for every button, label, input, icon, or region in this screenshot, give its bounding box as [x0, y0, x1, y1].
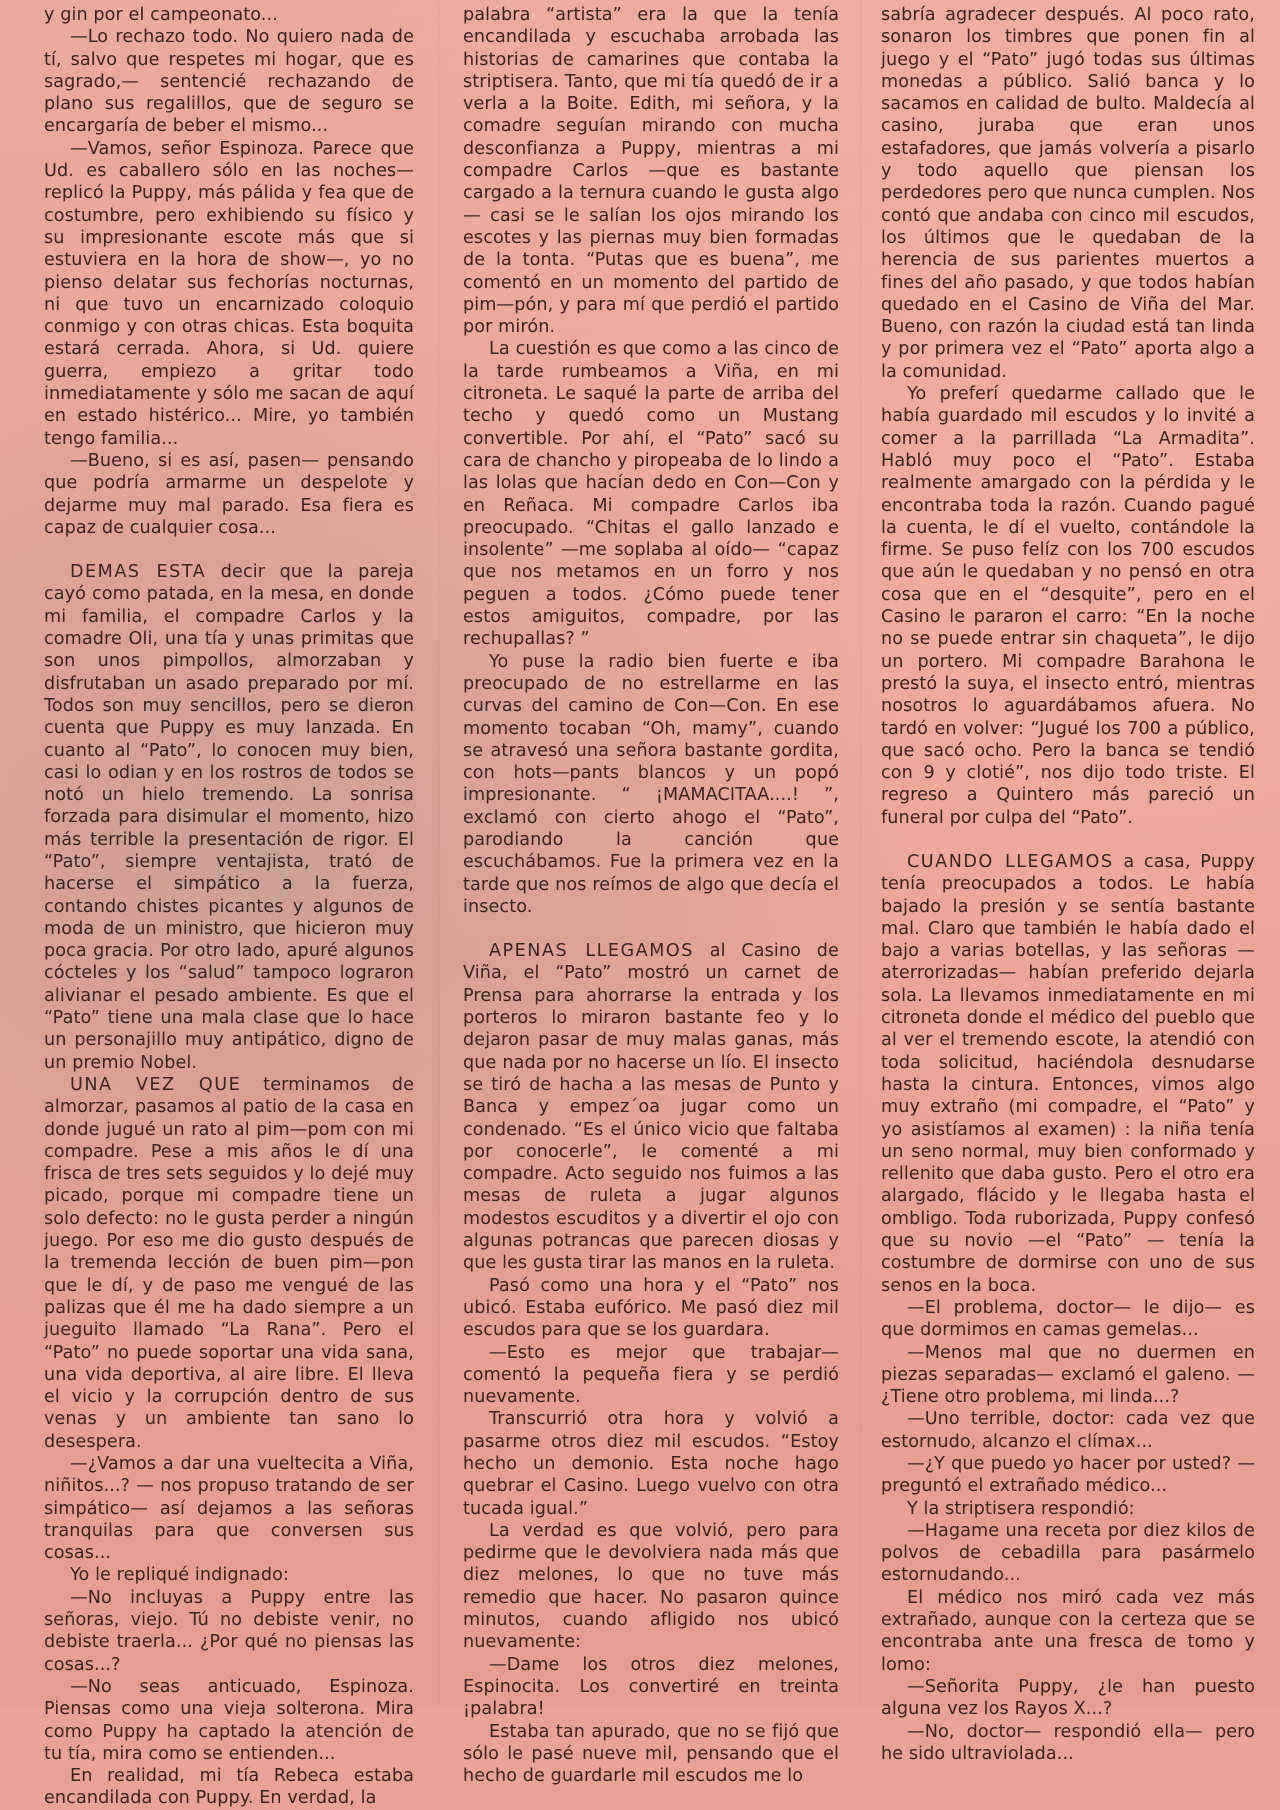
paragraph-text: al Casino de Viña, el “Pato” mostró un carnet de Prensa para ahorrarse la entrada y los porteros lo miraron bastante feo y lo dejaron pasar de muy malas ganas, más que nada por no hacerse un lío. El insecto se tiró de hacha a las mesas de Punto y Banca y empez´oa jugar como un condenado. “Es el único vicio que faltaba por conocerle”, le comenté a mi compadre. Acto seguido nos fuimos a las mesas de ruleta a jugar algunos modestos escuditos y a divertir el ojo con algunas potrancas que parecen diosas y que les gusta tirar las manos en la ruleta. — [463, 941, 839, 1274]
paragraph: Yo preferí quedarme callado que le había guardado mil escudos y lo invité a comer a la parrillada “La Armadita”. Habló muy poco el “Pato”. Estaba realmente amargado con la pérdida y le encontraba toda la razón. Cuando pagué la cuenta, le dí el vuelto, contándole la firme. Se puso felíz con los 700 escudos que aún le quedaban y no pensó en otra cosa que en el “desquite”, pero en el Casino le pararon el carro: “En la noche no se puede entrar sin chaqueta”, le dijo un portero. Mi compadre Barahona le prestó la suya, el insecto entró, mientras nosotros lo aguardábamos afuera. No tardó en volver: “Jugué los 700 a público, que sacó ocho. Pero la banca se tendió con 9 y clotié”, nos dijo todo triste. El regreso a Quintero más pareció un funeral por culpa del “Pato”. — [881, 384, 1255, 828]
column-gutter — [438, 0, 439, 1707]
paragraph: —Esto es mejor que trabajar— comentó la pequeña fiera y se perdió nuevamente. — [463, 1342, 839, 1408]
paragraph: —Dame los otros diez melones, Espinocita. Los convertiré en treinta ¡palabra! — [463, 1654, 839, 1720]
paragraph: Yo le repliqué indignado: — [70, 1565, 289, 1586]
paragraph — [44, 561, 414, 1074]
section-lead-in: DEMAS ESTA — [70, 562, 207, 583]
paragraph: Y la striptisera respondió: — [907, 1498, 1135, 1519]
paragraph — [463, 940, 839, 1274]
paragraph: La cuestión es que como a las cinco de la tarde rumbeamos a Viña, en mi citroneta. Le saqué la parte de arriba del techo y quedó como un Mustang convertible. Por ahí, el “Pato” sacó su cara de chancho y piropeaba de lo lindo a las lolas que hacían dedo en Con—Con y en Reñaca. Mi compadre Carlos iba preocupado. “Chitas el gallo lanzado e insolente” —me soplaba al oído— “capaz que nos metamos en un forro y nos peguen a todos. ¿Cómo puede tener estos amiguitos, compadre, por las rechupallas? ” — [463, 339, 839, 650]
paragraph: El médico nos miró cada vez más extrañado, aunque con la certeza que se encontraba ante una fresca de tomo y lomo: — [881, 1587, 1255, 1675]
paragraph: sabría agradecer después. Al poco rato, sonaron los timbres que ponen fin al juego y el “Pato” jugó todas sus últimas monedas a público. Salió banca y lo sacamos en calidad de bulto. Maldecía al casino, juraba que eran unos estafadores, que jamás volvería a pisarlo y todo aquello que piensan los perdedores pero que nunca cumplen. Nos contó que andaba con cinco mil escudos, los últimos que le quedaban de la herencia de sus parientes muertos a fines del año pasado, y que todos habían quedado en el Casino de Viña del Mar. Bueno, con razón la ciudad está tan linda y por primera vez el “Pato” aporta algo a la comunidad. — [881, 5, 1255, 382]
paragraph: —No incluyas a Puppy entre las señoras, viejo. Tú no debiste venir, no debiste traerla... ¿Por qué no piensas las cosas...? — [44, 1587, 414, 1675]
paragraph: Pasó como una hora y el “Pato” nos ubicó. Estaba eufórico. Me pasó diez mil escudos para que se los guardara. — [463, 1275, 839, 1341]
paragraph: y gin por el campeonato... — [44, 5, 278, 25]
paragraph: —Bueno, si es así, pasen— pensando que podría armarme un despelote y dejarme muy mal parado. Esa fiera es capaz de cualquier cosa... — [44, 450, 414, 538]
paragraph: —Hagame una receta por diez kilos de polvos de cebadilla para pasármelo estornudando... — [881, 1520, 1255, 1586]
paragraph-text: terminamos de almorzar, pasamos al patio de la casa en donde jugué un rato al pim—pom con mi compadre. Pese a mis años le dí una frisca de tres sets seguidos y lo dejé muy picado, porque mi compadre tiene un solo defecto: no le gusta perder a ningún juego. Por eso me dio gusto después de la tremenda lección de buen pim—pon que le dí, y de paso me vengué de las palizas que él me ha dado siempre a un jueguito llamado “La Rana”. Pero el “Pato” no puede soportar una vida sana, una vida deportiva, al aire libre. El lleva el vicio y la corrupción dentro de sus venas y un ambiente tan sano lo desespera. — [44, 1074, 414, 1452]
section-lead-in: CUANDO LLEGAMOS — [907, 851, 1114, 872]
text-column-3 — [881, 0, 1256, 1764]
paragraph: —¿Y que puedo yo hacer por usted? —preguntó el extrañado médico... — [881, 1454, 1255, 1497]
text-column-2 — [463, 0, 839, 1787]
paragraph: —Vamos, señor Espinoza. Parece que Ud. es caballero sólo en las noches— replicó la Puppy, más pálida y fea que de costumbre, pero exhibiendo su físico y su impresionante escote más que si estuviera en la hora de show—, yo no pienso delatar sus fechorías nocturnas, ni que tuvo un encarnizado coloquio conmigo y con otras chicas. Esta boquita estará cerrada. Ahora, si Ud. quiere guerra, empiezo a gritar todo inmediatamente y sólo me sacan de aquí en estado histérico... Mire, yo también tengo familia... — [44, 138, 414, 449]
text-column-1 — [44, 0, 414, 1809]
section-lead-in: APENAS LLEGAMOS — [489, 941, 694, 962]
paragraph: Transcurrió otra hora y volvió a pasarme otros diez mil escudos. “Estoy hecho un demonio. Esta noche hago quebrar el Casino. Luego vuelvo con otra tucada igual.” — [463, 1409, 839, 1519]
paragraph — [881, 851, 1255, 1297]
paragraph-text: decir que la pareja cayó como patada, en la mesa, en donde mi familia, el compadre Carlos y la comadre Oli, una tía y unas primitas que son unos pimpollos, almorzaban y disfrutaban un asado preparado por mí. Todos son muy sencillos, pero se dieron cuenta que Puppy es muy lanzada. En cuanto al “Pato”, lo conocen muy bien, casi lo odian y en los rostros de todos se notó un hielo tremendo. La sonrisa forzada para disimular el momento, hizo más terrible la presentación de rigor. El “Pato”, siempre ventajista, trató de hacerse el simpático a la fuerza, contando chistes picantes y algunos de moda de un ministro, que hicieron muy poca gracia. Por otro lado, apuré algunos cócteles y los “salud” tampoco lograron alivianar el pesado ambiente. Es que el “Pato” tiene una mala clase que lo hace un personajillo muy antipático, digno de un premio Nobel. — [44, 562, 414, 1073]
paragraph — [44, 1074, 414, 1453]
paragraph: —No seas anticuado, Espinoza. Piensas como una vieja solterona. Mira como Puppy ha captado la atención de tu tía, mira como se entienden... — [44, 1676, 414, 1764]
paragraph: —Uno terrible, doctor: cada vez que estornudo, alcanzo el clímax... — [881, 1409, 1255, 1452]
paragraph: La verdad es que volvió, pero para pedirme que le devolviera nada más que diez melones, lo que no tuve más remedio que hacer. No pasaron quince minutos, cuando afligido nos ubicó nuevamente: — [463, 1520, 839, 1653]
paragraph-text: a casa, Puppy tenía preocupados a todos. Le había bajado la presión y se sentía bastante mal. Claro que también le había dado el bajo a varias botellas, y las señoras —aterrorizadas— habían preferido dejarla sola. La llevamos inmediatamente en mi citroneta donde el médico del pueblo que al ver el tremendo escote, la atendió con toda solicitud, haciéndola desnudarse hasta la cintura. Entonces, vimos algo muy extraño (mi compadre, el “Pato” y yo asistíamos al examen) : la niña tenía un seno normal, muy bien conformado y rellenito que daba gusto. Pero el otro era alargado, flácido y le llegaba hasta el ombligo. Toda ruborizada, Puppy confesó que su novio —el “Pato” — tenía la costumbre de dormirse con uno de sus senos en la boca. — [881, 851, 1256, 1296]
paragraph: —Lo rechazo todo. No quiero nada de tí, salvo que respetes mi hogar, que es sagrado,— sentencié rechazando de plano sus regalillos, que de seguro se encargaría de beber el mismo... — [44, 27, 414, 137]
section-lead-in: UNA VEZ QUE — [70, 1074, 242, 1095]
paragraph: —Menos mal que no duermen en piezas separadas— exclamó el galeno. —¿Tiene otro problema, mi linda...? — [881, 1342, 1255, 1408]
paragraph: En realidad, mi tía Rebeca estaba encandilada con Puppy. En verdad, la — [44, 1766, 414, 1809]
paragraph: Yo puse la radio bien fuerte e iba preocupado de no estrellarme en las curvas del camino de Con—Con. En ese momento tocaban “Oh, mamy”, cuando se atravesó una señora bastante gordita, con hots—pants blancos y un popó impresionante. “ ¡MAMACITAA....! ”, exclamó con cierto ahogo el “Pato”, parodiando la canción que escuchábamos. Fue la primera vez en la tarde que nos reímos de algo que decía el insecto. — [463, 651, 839, 917]
paragraph: Estaba tan apurado, que no se fijó que sólo le pasé nueve mil, pensando que el hecho de guardarle mil escudos me lo — [463, 1721, 839, 1787]
paragraph: —¿Vamos a dar una vueltecita a Viña, niñitos...? — nos propuso tratando de ser simpático— así dejamos a las señoras tranquilas para que conversen sus cosas... — [44, 1454, 414, 1564]
paragraph: —El problema, doctor— le dijo— es que dormimos en camas gemelas... — [881, 1297, 1255, 1341]
column-gutter — [860, 0, 861, 1707]
paragraph: palabra “artista” era la que la tenía encandilada y escuchaba arrobada las historias de camarines que contaba la striptisera. Tanto, que mi tía quedó de ir a verla a la Boite. Edith, mi señora, y la comadre seguían mirando con mucha desconfianza a Puppy, mientras a mi compadre Carlos —que es bastante cargado a la ternura cuando le gusta algo— casi se le salían los ojos mirando los escotes y las piernas muy bien formadas de la tonta. “Putas que es buena”, me comentó en un momento del partido de pim—pón, y para mí que perdió el partido por mirón. — [463, 5, 839, 338]
paragraph: —Señorita Puppy, ¿le han puesto alguna vez los Rayos X...? — [881, 1676, 1255, 1720]
paragraph: —No, doctor— respondió ella— pero he sido ultraviolada... — [881, 1721, 1255, 1764]
